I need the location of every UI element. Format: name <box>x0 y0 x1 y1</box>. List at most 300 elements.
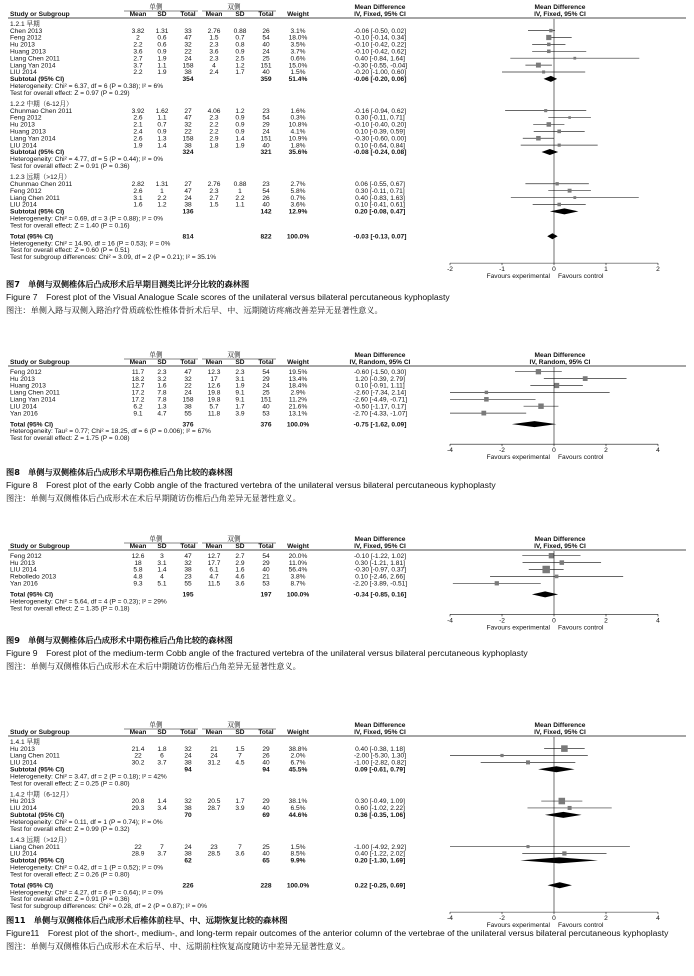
cell-sd1: 1.2 <box>157 201 167 209</box>
row-label-note: Test for overall effect: Z = 1.75 (P = 0.08) <box>10 435 130 443</box>
cell-n2: 822 <box>260 233 272 241</box>
caption-figure-11 <box>6 914 690 953</box>
point-estimate-square <box>481 411 486 416</box>
cell-sd1: 7.8 <box>157 389 167 397</box>
cell-ci: -0.16 [-0.94, 0.62] <box>353 107 407 115</box>
cell-n1: 22 <box>184 128 192 136</box>
cell-n1: 24 <box>184 752 192 760</box>
cell-weight: 0.3% <box>290 114 306 122</box>
cell-weight: 18.4% <box>288 382 308 390</box>
row-label-subgroup: 1.2.1 早期 <box>10 20 40 28</box>
cell-weight: 35.6% <box>288 149 308 157</box>
cell-ci: 0.06 [-0.55, 0.67] <box>355 180 405 188</box>
cell-n2: 376 <box>260 421 272 429</box>
cell-weight: 0.6% <box>290 55 306 63</box>
cell-n1: 324 <box>182 149 194 157</box>
cell-sd2: 2.3 <box>235 368 245 376</box>
cell-sd2: 0.88 <box>233 180 247 188</box>
row-label-note: Heterogeneity: Chi² = 14.90, df = 16 (P = 0.53); I² = 0% <box>10 240 171 248</box>
cell-sd1: 1.9 <box>157 69 167 77</box>
cell-n2: 40 <box>262 41 270 49</box>
column-header-m2: Mean <box>205 359 223 366</box>
caption-cn: 图9 单侧与双侧椎体后凸成形术中期伤椎后凸角比较的森林图 <box>6 635 233 645</box>
cell-n2: 54 <box>262 34 270 42</box>
cell-m2: 2.3 <box>209 55 219 63</box>
cell-m2: 21 <box>210 745 218 753</box>
cell-weight: 12.9% <box>288 208 308 216</box>
point-estimate-square <box>568 116 571 119</box>
column-header-m1: Mean <box>129 543 147 550</box>
x-tick-label: 2 <box>604 447 608 455</box>
row-label-study: Huang 2013 <box>10 382 46 390</box>
point-estimate-square <box>557 130 561 134</box>
cell-sd1: 0.6 <box>157 34 167 42</box>
cell-sd2: 0.9 <box>235 114 245 122</box>
row-label-note: Test for subgroup differences: Chi² = 3.09, df = 2 (P = 0.21); I² = 35.1% <box>10 254 217 262</box>
row-label-note: Test for overall effect: Z = 1.35 (P = 0.18) <box>10 605 130 613</box>
point-estimate-square <box>542 566 549 573</box>
cell-ci: -2.20 [-3.89, -0.51] <box>352 580 408 588</box>
pooled-diamond <box>512 421 556 427</box>
row-label-study: Hu 2013 <box>10 375 35 383</box>
point-estimate-square <box>549 29 552 32</box>
row-label-study: LIU 2014 <box>10 759 37 767</box>
cell-weight: 3.5% <box>290 41 306 49</box>
row-label-note: Heterogeneity: Chi² = 5.64, df = 4 (P = 0.23); I² = 29% <box>10 598 167 606</box>
cell-sd2: 1.1 <box>235 201 245 209</box>
cell-n1: 94 <box>184 766 192 774</box>
cell-n1: 70 <box>184 812 192 820</box>
cell-sd2: 3.9 <box>235 805 245 813</box>
header-mean-difference-right: Mean Difference <box>534 722 586 729</box>
point-estimate-square <box>561 745 568 752</box>
cell-sd1: 3.7 <box>157 850 167 858</box>
column-header-sd2: SD <box>235 729 245 736</box>
column-header-sd2: SD <box>235 543 245 550</box>
point-estimate-square <box>484 397 489 402</box>
row-label-subgroup: 1.2.2 中期（6-12月） <box>10 100 73 108</box>
point-estimate-square <box>536 369 541 374</box>
cell-sd1: 1.4 <box>157 798 167 806</box>
column-header-n1: Total <box>180 729 196 736</box>
point-estimate-square <box>583 376 588 381</box>
cell-weight: 1.5% <box>290 69 306 77</box>
point-estimate-square <box>495 581 499 585</box>
group-header-unilateral: 单侧 <box>149 4 163 11</box>
cell-sd2: 3.1 <box>235 375 245 383</box>
cell-m2: 17.7 <box>207 559 221 567</box>
cell-sd2: 0.7 <box>235 34 245 42</box>
column-header-plot-method: IV, Fixed, 95% CI <box>534 11 586 18</box>
cell-m2: 4.06 <box>207 107 221 115</box>
cell-sd1: 2.2 <box>157 194 167 202</box>
cell-sd1: 1.9 <box>157 55 167 63</box>
cell-m1: 9.3 <box>133 580 143 588</box>
cell-ci: -0.30 [-0.97, 0.37] <box>353 566 407 574</box>
column-header-plot-method: IV, Fixed, 95% CI <box>534 543 586 550</box>
row-label-note: Test for subgroup differences: Chi² = 0.28, df = 2 (P = 0.87); I² = 0% <box>10 903 207 911</box>
forest-svg <box>0 350 694 462</box>
cell-sd1: 4 <box>160 573 164 581</box>
cell-m1: 18.2 <box>131 375 145 383</box>
cell-m1: 5.8 <box>133 566 143 574</box>
cell-ci: -0.06 [-0.20, 0.06] <box>353 76 407 84</box>
cell-m2: 12.3 <box>207 368 221 376</box>
cell-m2: 2.4 <box>209 69 219 77</box>
caption-figure-7 <box>6 278 690 317</box>
cell-n2: 40 <box>262 759 270 767</box>
column-header-ci: IV, Fixed, 95% CI <box>354 11 406 18</box>
cell-m2: 2.2 <box>209 121 219 129</box>
caption-cn: 图8 单侧与双侧椎体后凸成形术早期伤椎后凸角比较的森林图 <box>6 467 233 477</box>
cell-m1: 17.2 <box>131 396 145 404</box>
column-header-n1: Total <box>180 359 196 366</box>
cell-n2: 151 <box>260 62 272 70</box>
cell-ci: 0.30 [-1.21, 1.81] <box>355 559 405 567</box>
header-mean-difference-left: Mean Difference <box>354 536 406 543</box>
caption-figure-8 <box>6 466 690 505</box>
cell-n1: 47 <box>184 552 192 560</box>
point-estimate-square <box>555 575 559 579</box>
cell-sd1: 2.3 <box>157 368 167 376</box>
x-tick-label: -4 <box>447 915 453 923</box>
row-label-subgroup: 1.4.1 早期 <box>10 738 40 746</box>
cell-weight: 1.6% <box>290 107 306 115</box>
cell-weight: 3.7% <box>290 48 306 56</box>
cell-n2: 40 <box>262 69 270 77</box>
cell-m1: 3.7 <box>133 62 143 70</box>
column-header-sd2: SD <box>235 11 245 18</box>
cell-m1: 1.9 <box>133 142 143 150</box>
cell-n2: 25 <box>262 843 270 851</box>
cell-sd1: 3.1 <box>157 559 167 567</box>
header-mean-difference-right: Mean Difference <box>534 536 586 543</box>
cell-sd1: 1 <box>160 187 164 195</box>
point-estimate-square <box>542 70 545 73</box>
cell-n2: 29 <box>262 121 270 129</box>
row-label-study: LIU 2014 <box>10 142 37 150</box>
cell-n2: 40 <box>262 142 270 150</box>
header-mean-difference-right: Mean Difference <box>534 352 586 359</box>
row-label-study: Liang Chen 2011 <box>10 194 60 202</box>
cell-sd1: 3.2 <box>157 375 167 383</box>
cell-ci: -0.10 [-0.40, 0.20] <box>353 121 407 129</box>
cell-m2: 2.3 <box>209 187 219 195</box>
cell-ci: -2.70 [-4.33, -1.07] <box>352 410 408 418</box>
row-label-study: Liang Chen 2011 <box>10 843 60 851</box>
row-label-study: LIU 2014 <box>10 566 37 574</box>
cell-sd1: 1.4 <box>157 142 167 150</box>
cell-sd2: 2.9 <box>235 559 245 567</box>
row-label-study: Liang Yan 2014 <box>10 396 56 404</box>
row-label-note: Heterogeneity: Chi² = 4.77, df = 5 (P = 0.44); I² = 0% <box>10 156 164 164</box>
cell-n1: 23 <box>184 573 192 581</box>
column-header-n1: Total <box>180 11 196 18</box>
cell-m1: 2.7 <box>133 55 143 63</box>
cell-weight: 100.0% <box>286 233 310 241</box>
cell-sd2: 1.7 <box>235 798 245 806</box>
cell-m2: 24 <box>210 752 218 760</box>
favours-control-label: Favours control <box>558 273 604 281</box>
cell-ci: 0.30 [-0.11, 0.71] <box>355 114 405 122</box>
cell-ci: -1.00 [-2.82, 0.82] <box>353 759 407 767</box>
cell-sd2: 7 <box>238 752 242 760</box>
cell-n2: 54 <box>262 552 270 560</box>
cell-m1: 12.6 <box>131 552 145 560</box>
cell-n1: 47 <box>184 34 192 42</box>
cell-sd1: 3.7 <box>157 759 167 767</box>
pooled-diamond <box>542 149 559 155</box>
cell-sd1: 1.3 <box>157 403 167 411</box>
cell-m1: 20.8 <box>131 798 145 806</box>
point-estimate-square <box>536 136 541 141</box>
cell-n2: 23 <box>262 180 270 188</box>
cell-sd1: 7.8 <box>157 396 167 404</box>
cell-n2: 21 <box>262 573 270 581</box>
cell-n1: 32 <box>184 375 192 383</box>
x-tick-label: -2 <box>447 266 453 274</box>
row-label-study: Chunmao Chen 2011 <box>10 107 73 115</box>
row-label-study: Hu 2013 <box>10 798 35 806</box>
point-estimate-square <box>573 57 576 60</box>
cell-n1: 22 <box>184 48 192 56</box>
cell-n2: 24 <box>262 382 270 390</box>
cell-m1: 22 <box>134 752 142 760</box>
cell-sd2: 1.5 <box>235 745 245 753</box>
cell-m2: 1.5 <box>209 201 219 209</box>
cell-ci: 0.20 [-1.30, 1.69] <box>354 857 406 865</box>
row-label-study: Feng 2012 <box>10 368 42 376</box>
cell-m1: 18 <box>134 559 142 567</box>
point-estimate-square <box>558 144 561 147</box>
cell-n2: 228 <box>260 882 272 890</box>
cell-m1: 2.2 <box>133 69 143 77</box>
pooled-diamond <box>548 882 572 888</box>
row-label-subgroup: 1.2.3 远期（>12月） <box>10 174 71 182</box>
point-estimate-square <box>485 391 488 394</box>
cell-sd1: 0.9 <box>157 128 167 136</box>
cell-sd2: 1.9 <box>235 382 245 390</box>
cell-sd2: 0.8 <box>235 41 245 49</box>
caption-note: 图注：单侧与双侧椎体后凸成形术在术后早、中、远期前柱恢复高度随访中差异无显著性意义。 <box>6 941 350 951</box>
cell-weight: 3.1% <box>290 27 306 35</box>
column-header-m2: Mean <box>205 11 223 18</box>
caption-note: 图注：单侧入路与双侧入路治疗骨质疏松性椎体骨折术后早、中、远期随访疼痛改善差异无显著性意义。 <box>6 305 383 315</box>
favours-experimental-label: Favours experimental <box>486 922 550 930</box>
row-label-subtotal: Subtotal (95% CI) <box>10 208 65 216</box>
cell-sd1: 1.62 <box>155 107 169 115</box>
cell-weight: 38.1% <box>288 798 308 806</box>
cell-m1: 6.2 <box>133 403 143 411</box>
cell-m2: 28.7 <box>207 805 221 813</box>
point-estimate-square <box>526 845 529 848</box>
cell-n2: 29 <box>262 375 270 383</box>
x-tick-label: 0 <box>552 915 556 923</box>
cell-n1: 62 <box>184 857 192 865</box>
point-estimate-square <box>549 553 554 558</box>
cell-m2: 2.76 <box>207 27 221 35</box>
point-estimate-square <box>568 806 572 810</box>
row-label-study: LIU 2014 <box>10 69 37 77</box>
cell-n1: 55 <box>184 580 192 588</box>
cell-n1: 47 <box>184 114 192 122</box>
row-label-subtotal: Subtotal (95% CI) <box>10 857 65 865</box>
cell-m2: 3.6 <box>209 48 219 56</box>
favours-experimental-label: Favours experimental <box>486 273 550 281</box>
cell-ci: -0.75 [-1.62, 0.09] <box>353 421 407 429</box>
column-header-study: Study or Subgroup <box>10 729 70 736</box>
cell-n2: 24 <box>262 48 270 56</box>
forest-plot-figure-7 <box>0 2 694 281</box>
cell-m1: 2.82 <box>131 180 145 188</box>
row-label-subgroup: 1.4.3 远期（>12月） <box>10 836 71 844</box>
cell-ci: 0.10 [-0.91, 1.11] <box>355 382 405 390</box>
cell-sd1: 1.3 <box>157 135 167 143</box>
cell-weight: 2.7% <box>290 180 306 188</box>
cell-ci: 1.20 [-0.39, 2.79] <box>355 375 405 383</box>
group-header-bilateral: 双侧 <box>227 4 241 11</box>
cell-sd2: 1.6 <box>235 566 245 574</box>
cell-m2: 31.2 <box>207 759 221 767</box>
x-tick-label: -2 <box>499 915 505 923</box>
row-label-study: LIU 2014 <box>10 850 37 858</box>
caption-cn: 图7 单侧与双侧椎体后凸成形术后早期目测类比评分比较的森林图 <box>6 279 250 289</box>
cell-m1: 2.6 <box>133 187 143 195</box>
row-label-note: Heterogeneity: Chi² = 0.11, df = 1 (P = 0.74); I² = 0% <box>10 818 163 826</box>
cell-m1: 12.7 <box>131 382 145 390</box>
cell-sd1: 7 <box>160 843 164 851</box>
cell-n1: 32 <box>184 745 192 753</box>
column-header-sd2: SD <box>235 359 245 366</box>
favours-control-label: Favours control <box>558 624 604 632</box>
cell-n2: 25 <box>262 389 270 397</box>
cell-sd1: 0.6 <box>157 41 167 49</box>
cell-weight: 6.7% <box>290 759 306 767</box>
forest-svg <box>0 534 694 630</box>
cell-sd2: 4.5 <box>235 759 245 767</box>
cell-n1: 47 <box>184 368 192 376</box>
column-header-m1: Mean <box>129 11 147 18</box>
caption-en: Figure 9 Forest plot of the medium-term Cobb angle of the fractured vertebra of the unilateral versus bilateral percutaneous kyphoplasty <box>6 648 528 658</box>
cell-m1: 2.4 <box>133 128 143 136</box>
row-label-study: Liang Chen 2011 <box>10 55 60 63</box>
cell-sd2: 2.7 <box>235 552 245 560</box>
column-header-n1: Total <box>180 543 196 550</box>
row-label-study: Yan 2016 <box>10 580 38 588</box>
cell-weight: 18.0% <box>288 34 308 42</box>
row-label-note: Test for overall effect: Z = 1.40 (P = 0.16) <box>10 222 130 230</box>
cell-sd1: 1.31 <box>155 180 169 188</box>
cell-weight: 51.4% <box>288 76 308 84</box>
row-label-subtotal: Subtotal (95% CI) <box>10 766 65 774</box>
cell-n1: 32 <box>184 121 192 129</box>
row-label-study: Huang 2013 <box>10 128 46 136</box>
cell-ci: -0.60 [-1.50, 0.30] <box>353 368 407 376</box>
cell-n1: 354 <box>182 76 194 84</box>
row-label-study: Rebolledo 2013 <box>10 573 57 581</box>
cell-m1: 28.9 <box>131 850 145 858</box>
cell-sd1: 4.7 <box>157 410 167 418</box>
cell-n2: 54 <box>262 187 270 195</box>
point-estimate-square <box>536 63 541 68</box>
header-mean-difference-left: Mean Difference <box>354 722 406 729</box>
cell-n2: 26 <box>262 194 270 202</box>
cell-m1: 3.92 <box>131 107 145 115</box>
cell-sd1: 3.4 <box>157 805 167 813</box>
cell-sd2: 3.9 <box>235 410 245 418</box>
cell-m2: 2.2 <box>209 128 219 136</box>
cell-sd1: 1.1 <box>157 62 167 70</box>
cell-m2: 2.9 <box>209 135 219 143</box>
column-header-n2: Total <box>258 11 274 18</box>
cell-ci: -0.10 [-0.42, 0.62] <box>353 48 407 56</box>
x-tick-label: 0 <box>552 266 556 274</box>
column-header-n2: Total <box>258 729 274 736</box>
group-header-bilateral: 双侧 <box>227 536 241 543</box>
row-label-study: Huang 2013 <box>10 48 46 56</box>
cell-ci: -2.00 [-5.30, 1.30] <box>353 752 407 760</box>
cell-n2: 29 <box>262 559 270 567</box>
pooled-diamond <box>547 233 557 239</box>
cell-n1: 38 <box>184 403 192 411</box>
cell-n2: 23 <box>262 107 270 115</box>
cell-m1: 4.8 <box>133 573 143 581</box>
cell-weight: 10.8% <box>288 121 308 129</box>
cell-m2: 4.7 <box>209 573 219 581</box>
cell-sd1: 1.6 <box>157 382 167 390</box>
row-label-total: Total (95% CI) <box>10 233 54 241</box>
cell-sd2: 1.9 <box>235 142 245 150</box>
row-label-note: Test for overall effect: Z = 0.91 (P = 0.36) <box>10 163 130 171</box>
cell-weight: 6.5% <box>290 805 306 813</box>
cell-weight: 0.7% <box>290 194 306 202</box>
cell-sd2: 1.7 <box>235 69 245 77</box>
point-estimate-square <box>547 122 552 127</box>
cell-n1: 38 <box>184 566 192 574</box>
cell-n2: 151 <box>260 135 272 143</box>
cell-m1: 2.1 <box>133 121 143 129</box>
row-label-study: Chunmao Chen 2011 <box>10 180 73 188</box>
cell-ci: -0.34 [-0.85, 0.16] <box>353 591 407 599</box>
cell-ci: -0.30 [-0.55, -0.04] <box>352 62 408 70</box>
favours-experimental-label: Favours experimental <box>486 624 550 632</box>
cell-m1: 2.6 <box>133 135 143 143</box>
cell-sd2: 0.9 <box>235 121 245 129</box>
cell-ci: -0.20 [-1.00, 0.60] <box>353 69 407 77</box>
cell-weight: 100.0% <box>286 591 310 599</box>
cell-m2: 1.8 <box>209 142 219 150</box>
cell-ci: 0.40 [-0.83, 1.63] <box>355 194 405 202</box>
cell-ci: -2.60 [-7.34, 2.14] <box>353 389 407 397</box>
cell-m2: 19.8 <box>207 396 221 404</box>
column-header-m1: Mean <box>129 729 147 736</box>
cell-n1: 27 <box>184 180 192 188</box>
cell-weight: 4.1% <box>290 128 306 136</box>
x-tick-label: 0 <box>552 617 556 625</box>
cell-sd2: 0.9 <box>235 128 245 136</box>
cell-ci: -0.03 [-0.13, 0.07] <box>353 233 407 241</box>
x-tick-label: -2 <box>499 447 505 455</box>
row-label-study: Feng 2012 <box>10 187 42 195</box>
cell-m1: 3.1 <box>133 194 143 202</box>
cell-m2: 2.76 <box>207 180 221 188</box>
row-label-total: Total (95% CI) <box>10 882 54 890</box>
row-label-study: Hu 2013 <box>10 745 35 753</box>
cell-sd2: 3.6 <box>235 580 245 588</box>
cell-m1: 17.2 <box>131 389 145 397</box>
cell-n2: 40 <box>262 566 270 574</box>
pooled-diamond <box>544 76 558 82</box>
